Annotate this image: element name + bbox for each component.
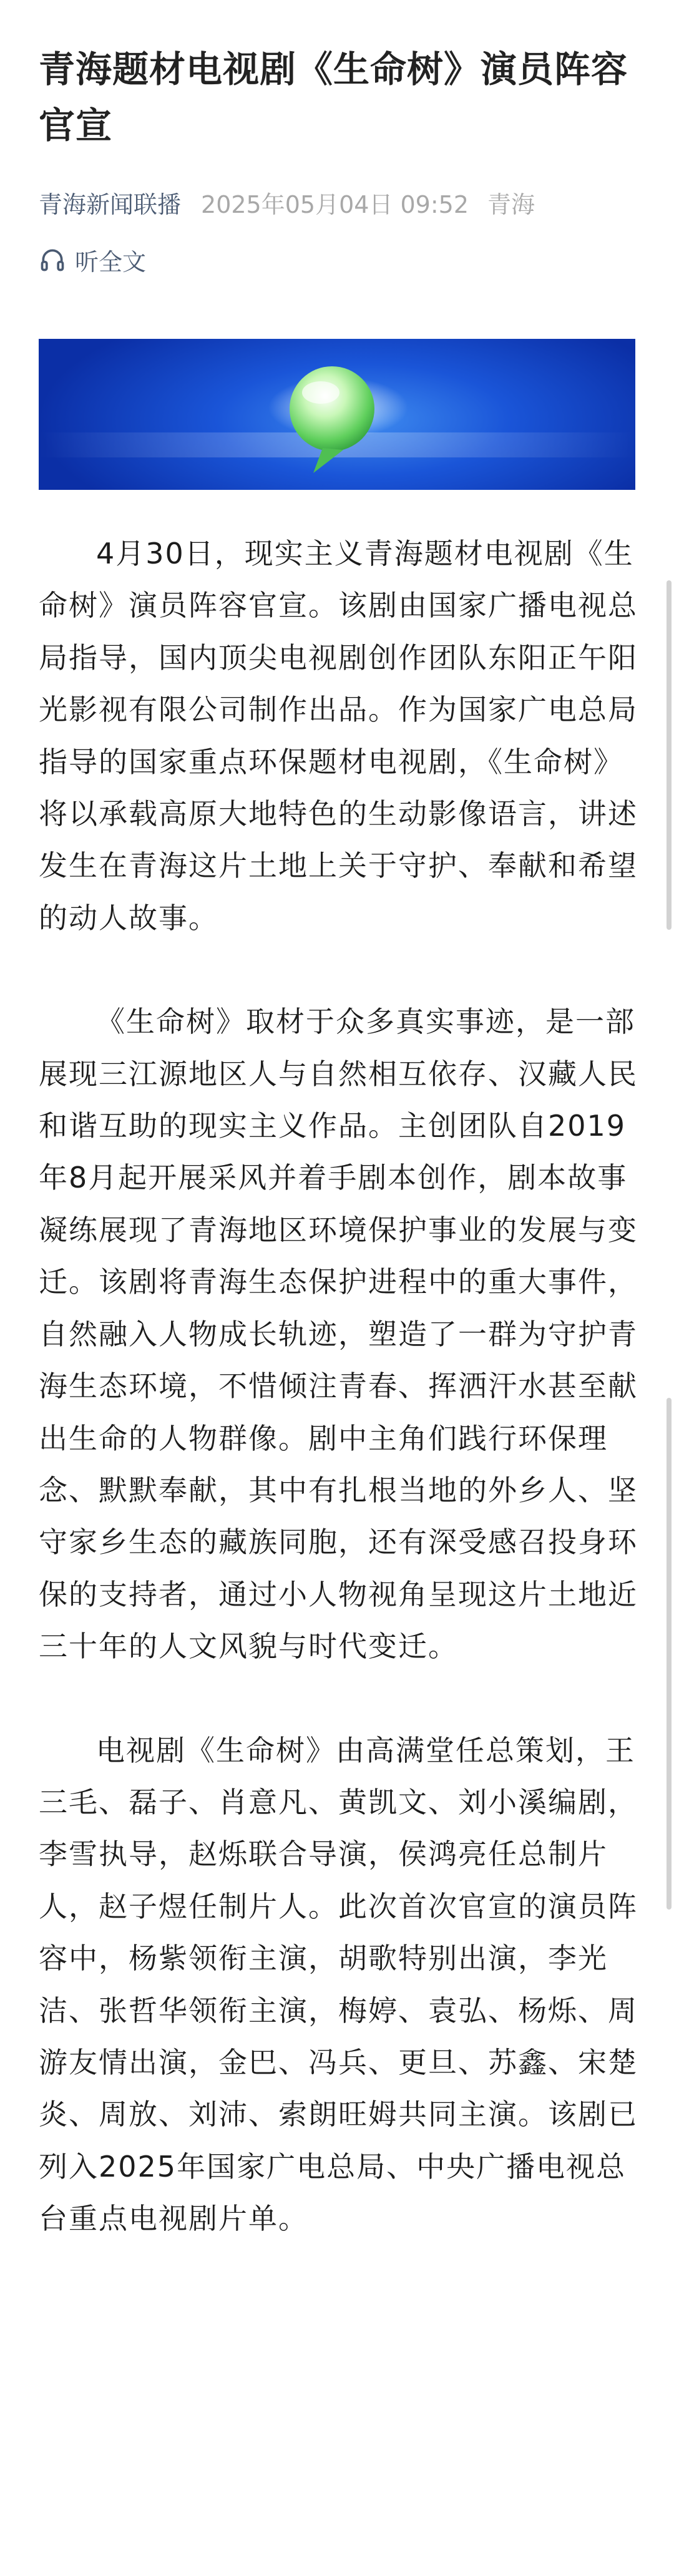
article-meta	[39, 185, 535, 220]
article-banner-image	[39, 339, 635, 490]
headphones-icon	[39, 246, 66, 273]
article-body	[39, 528, 638, 2297]
source-link[interactable]: 青海新闻联播	[39, 190, 182, 218]
scrollbar-thumb-lower[interactable]	[667, 1398, 672, 1910]
publish-datetime: 2025年05月04日 09:52	[201, 190, 469, 218]
paragraph-1: 4月30日，现实主义青海题材电视剧《生命树》演员阵容官宣。该剧由国家广播电视总局指导，国内顶尖电视剧创作团队东阳正午阳光影视有限公司制作出品。作为国家广电总局指导的国家重点环保题材电视剧，《生命树》将以承载高原大地特色的生动影像语言，讲述发生在青海这片土地上关于守护、奉献和希望的动人故事。	[39, 537, 638, 935]
paragraph-3: 电视剧《生命树》由高满堂任总策划，王三毛、磊子、肖意凡、黄凯文、刘小溪编剧，李雪执导，赵烁联合导演，侯鸿亮任总制片人，赵子煜任制片人。此次首次官宣的演员阵容中，杨紫领衔主演，胡歌特别出演，李光洁、张哲华领衔主演，梅婷、袁弘、杨烁、周游友情出演，金巴、冯兵、更旦、苏鑫、宋楚炎、周放、刘沛、索朗旺姆共同主演。该剧已列入2025年国家广电总局、中央广播电视总台重点电视剧片单。	[39, 1733, 638, 2236]
banner-art	[39, 339, 635, 490]
region-tag: 青海	[487, 190, 535, 218]
listen-label: 听全文	[75, 248, 147, 276]
scrollbar-thumb[interactable]	[667, 580, 672, 930]
listen-button[interactable]	[39, 242, 146, 277]
paragraph-2: 《生命树》取材于众多真实事迹，是一部展现三江源地区人与自然相互依存、汉藏人民和谐互助的现实主义作品。主创团队自2019年8月起开展采风并着手剧本创作，剧本故事凝练展现了青海地区环境保护事业的发展与变迁。该剧将青海生态保护进程中的重大事件，自然融入人物成长轨迹，塑造了一群为守护青海生态环境，不惜倾注青春、挥洒汗水甚至献出生命的人物群像。剧中主角们践行环保理念、默默奉献，其中有扎根当地的外乡人、坚守家乡生态的藏族同胞，还有深受感召投身环保的支持者，通过小人物视角呈现这片土地近三十年的人文风貌与时代变迁。	[39, 1005, 638, 1664]
article-title: 青海题材电视剧《生命树》演员阵容官宣	[39, 48, 628, 147]
